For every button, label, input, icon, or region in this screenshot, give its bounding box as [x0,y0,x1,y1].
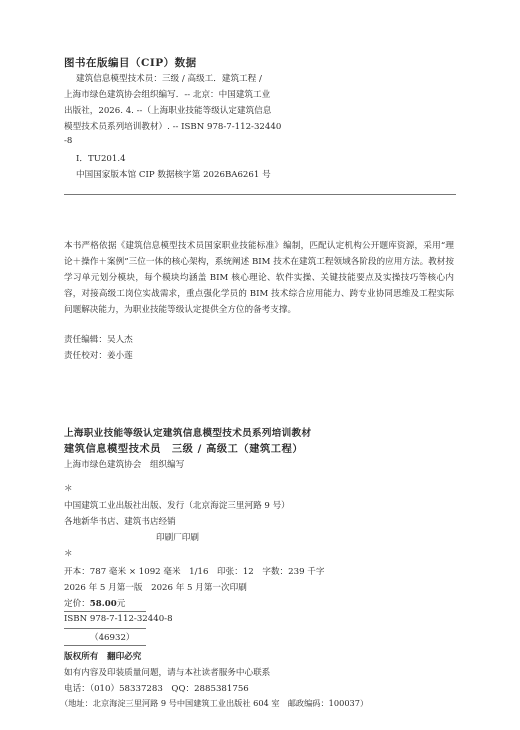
rights-title: 版权所有 翻印必究 [64,652,142,662]
price-label: 定价： [64,599,90,609]
series-title: 上海职业技能等级认定建筑信息模型技术员系列培训教材 [64,428,312,439]
format-line: 开本：787 毫米 × 1092 毫米 1/16 印张：12 字数：239 千字 [64,567,325,577]
cip-line: 出版社，2026. 4. --（上海职业技能等级认定建筑信息 [64,106,272,116]
cip-line: 模型技术员系列培训教材）. -- ISBN 978-7-112-32440 [64,122,282,132]
divider [64,628,146,629]
cip-line: 上海市绿色建筑协会组织编写．-- 北京：中国建筑工业 [64,90,271,100]
cip-classification: Ⅰ．TU201.4 [76,154,126,164]
book-description: 本书严格依据《建筑信息模型技术员国家职业技能标准》编制，匹配认定机构公开题库资源，采用“理论＋操作＋案例”三位一体的核心架构，系统阐述 BIM 技术在建筑工程领域各阶段的应用方法。教材按学习单元划分模块，每个模块均涵盖 BIM 核心理论、软件实操、关键技能要点及实操技巧等核心内容，对接高级工岗位实战需求，重点强化学员的 BIM 技术综合应用能力、跨专业协同思维及工程实际问题解决能力，为职业技能等级认定提供全方位的备考支撑。 [64,241,454,315]
responsible-proofreader: 责任校对：姜小莲 [64,351,133,361]
book-code: （46932） [90,633,135,643]
printer-line: 印刷厂印刷 [156,533,199,543]
cip-title: 图书在版编目（CIP）数据 [64,57,197,69]
book-author: 上海市绿色建筑协会 组织编写 [64,460,185,470]
cip-line: -8 [64,136,73,146]
separator-star: ＊ [64,484,73,494]
separator-star: ＊ [64,549,73,559]
cip-line: 建筑信息模型技术员：三级 / 高级工．建筑工程 / [76,74,262,84]
edition-line: 2026 年 5 月第一版 2026 年 5 月第一次印刷 [64,583,247,593]
book-title: 建筑信息模型技术员 三级 / 高级工（建筑工程） [64,443,304,455]
address-line: （地址：北京海淀三里河路 9 号中国建筑工业出版社 604 室 邮政编码：100037） [60,698,369,708]
distributor-line: 各地新华书店、建筑书店经销 [64,517,176,527]
divider [64,645,146,646]
price-line [64,597,125,609]
isbn-line: ISBN 978-7-112-32440-8 [64,614,173,624]
service-line: 如有内容及印装质量问题，请与本社读者服务中心联系 [64,668,271,678]
publisher-line: 中国建筑工业出版社出版、发行（北京海淀三里河路 9 号） [64,501,290,511]
divider [64,611,146,612]
price-unit: 元 [116,599,126,609]
divider [64,194,456,195]
cip-number: 中国国家版本馆 CIP 数据核字第 2026BA6261 号 [76,170,271,180]
price-value: 58.00 [89,599,117,609]
contact-line: 电话：（010）58337283 QQ：2885381756 [64,684,249,694]
responsible-editor: 责任编辑：吴人杰 [64,335,133,345]
